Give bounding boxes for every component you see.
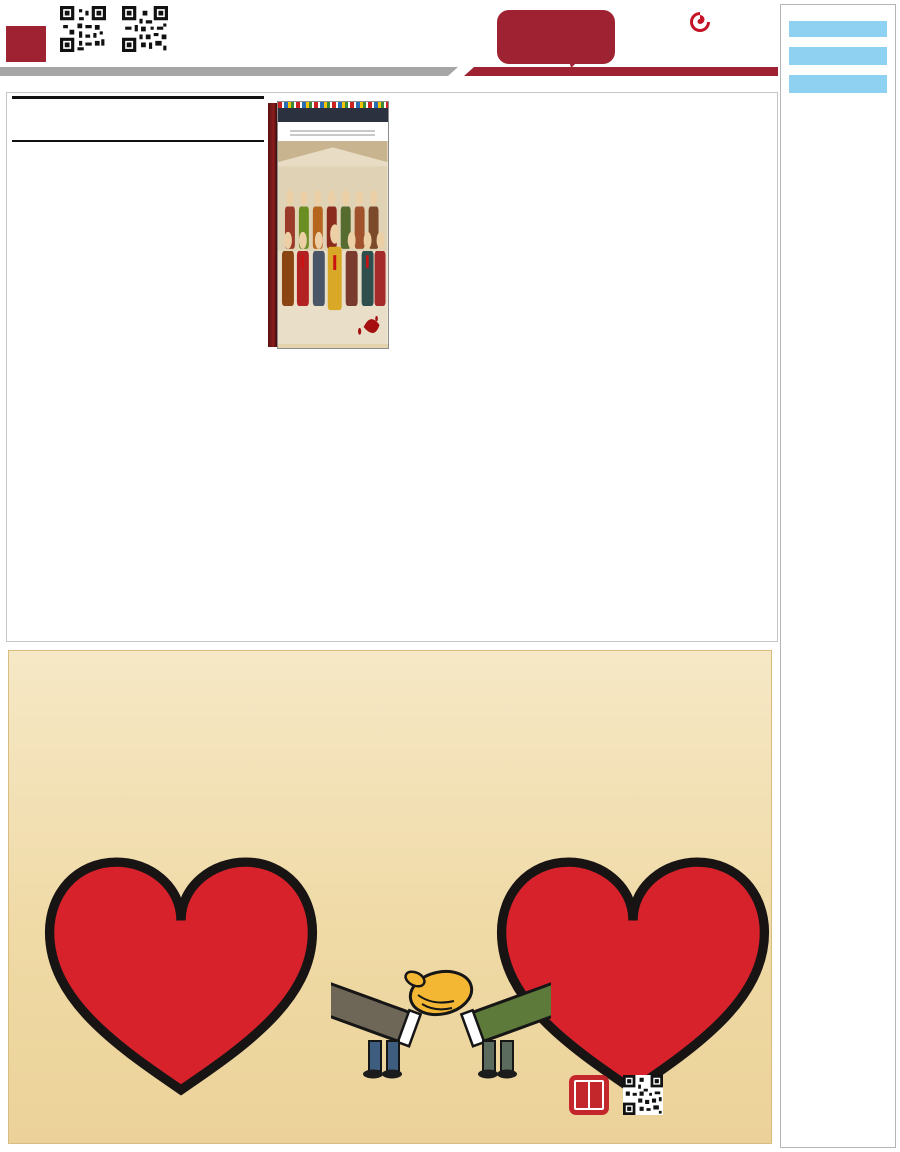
section-title-cancellation: [789, 47, 887, 65]
book-spine: [268, 103, 277, 347]
cover-illustration: [278, 141, 388, 344]
header-rule-red: [464, 67, 778, 76]
article-column-5: [523, 97, 644, 637]
page-number: [6, 26, 46, 62]
column-badge: [497, 10, 615, 64]
qr-code-icon: [122, 6, 168, 52]
article-column-6: [651, 97, 772, 637]
article-column-2: [141, 97, 262, 637]
book-cover-author: [278, 344, 388, 348]
article-headline: [12, 96, 264, 142]
cartoon-legs: [363, 1041, 517, 1079]
qr-download-app: [54, 6, 112, 54]
serial-article: [6, 92, 778, 642]
qr-code-icon: [623, 1075, 663, 1115]
book-cover: [268, 97, 389, 349]
swirl-logo-icon: [688, 10, 712, 34]
qr-code-icon: [60, 6, 106, 52]
section-title-tips: [789, 75, 887, 93]
page-header: [0, 0, 780, 90]
heart-integrity: [35, 837, 327, 1115]
qr-follow-wechat: [116, 6, 174, 54]
handshake-illustration: [331, 913, 551, 1083]
article-column-3: [268, 97, 389, 637]
masthead: [620, 10, 776, 41]
article-column-4: [396, 97, 517, 637]
honest-lushang-brand: [569, 1075, 663, 1115]
masthead-logo: [688, 10, 712, 38]
cover-subtitle-lines: [278, 126, 388, 141]
classifieds-sidebar: [780, 4, 896, 1148]
header-rule-gray: [0, 67, 458, 76]
public-service-ad: [8, 650, 772, 1144]
brand-seal-icon: [569, 1075, 609, 1115]
section-title-lost-notices: [789, 21, 887, 37]
article-column-1: [13, 97, 134, 637]
